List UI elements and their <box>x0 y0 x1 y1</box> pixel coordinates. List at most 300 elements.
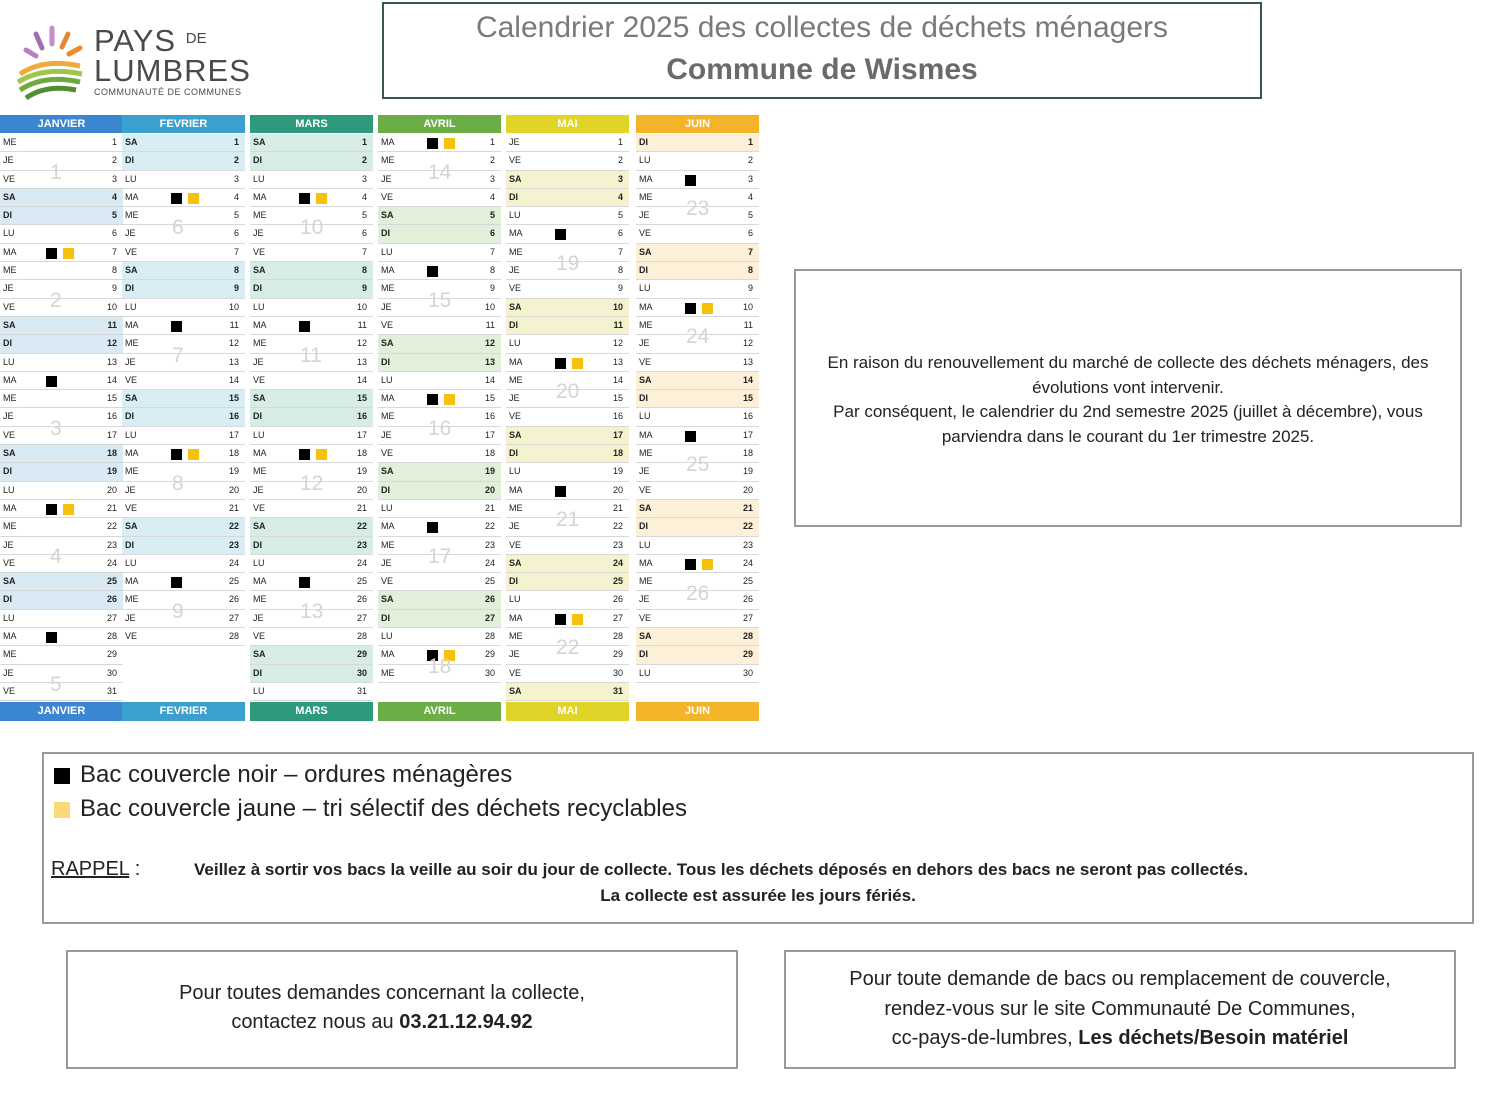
black-bin-swatch <box>54 768 70 784</box>
day-number: 12 <box>612 338 623 349</box>
day-row <box>0 225 123 243</box>
day-number: 23 <box>484 539 495 550</box>
day-number: 15 <box>484 393 495 404</box>
day-number: 20 <box>484 484 495 495</box>
day-name: MA <box>381 521 395 532</box>
day-name: MA <box>3 374 17 385</box>
day-number: 4 <box>233 191 239 202</box>
day-name: SA <box>3 576 16 587</box>
day-row <box>378 463 501 481</box>
day-number: 4 <box>489 191 495 202</box>
day-row <box>636 262 759 280</box>
day-number: 25 <box>106 576 117 587</box>
day-name: DI <box>509 319 518 330</box>
day-name: LU <box>509 594 521 605</box>
yellow-bin-marker <box>444 394 455 405</box>
day-name: LU <box>639 539 651 550</box>
day-name: LU <box>639 155 651 166</box>
day-number: 21 <box>612 502 623 513</box>
day-row <box>250 244 373 262</box>
day-row <box>506 463 629 481</box>
day-number: 5 <box>617 210 623 221</box>
day-name: ME <box>381 667 395 678</box>
day-number: 8 <box>617 265 623 276</box>
day-number: 27 <box>106 612 117 623</box>
day-name: JE <box>125 484 136 495</box>
day-row <box>506 335 629 353</box>
day-row <box>122 372 245 390</box>
day-number: 11 <box>107 319 117 330</box>
day-row <box>506 171 629 189</box>
day-name: JE <box>639 594 650 605</box>
day-name: DI <box>125 411 134 422</box>
day-number: 9 <box>747 283 753 294</box>
day-number: 16 <box>612 411 623 422</box>
day-name: JE <box>381 301 392 312</box>
day-number: 10 <box>612 301 623 312</box>
day-name: DI <box>3 594 12 605</box>
day-name: LU <box>639 667 651 678</box>
day-row <box>378 134 501 152</box>
day-number: 2 <box>747 155 753 166</box>
day-number: 14 <box>484 374 495 385</box>
day-name: ME <box>125 594 139 605</box>
day-number: 27 <box>612 612 623 623</box>
day-row <box>506 408 629 426</box>
day-number: 28 <box>106 631 117 642</box>
day-number: 5 <box>111 210 117 221</box>
day-row <box>122 152 245 170</box>
month-footer: JUIN <box>636 702 759 721</box>
day-name: LU <box>381 246 393 257</box>
day-name: VE <box>125 374 138 385</box>
day-number: 20 <box>356 484 367 495</box>
pays-de-lumbres-logo <box>14 22 274 102</box>
day-name: VE <box>639 356 652 367</box>
bacs-line: Pour toute demande de bacs ou remplacement de couvercle, <box>849 968 1391 990</box>
day-name: VE <box>509 155 522 166</box>
day-row <box>506 152 629 170</box>
day-row <box>122 445 245 463</box>
day-name: JE <box>253 356 264 367</box>
day-number: 9 <box>233 283 239 294</box>
day-row <box>506 134 629 152</box>
day-name: JE <box>639 338 650 349</box>
day-number: 8 <box>233 265 239 276</box>
day-row <box>506 537 629 555</box>
day-number: 21 <box>106 502 117 513</box>
day-number: 17 <box>742 429 753 440</box>
day-number: 3 <box>361 173 367 184</box>
day-name: VE <box>381 448 394 459</box>
week-number: 15 <box>428 288 452 312</box>
black-bin-marker <box>555 358 566 369</box>
day-name: VE <box>253 631 266 642</box>
day-number: 9 <box>489 283 495 294</box>
rappel-label: RAPPEL <box>51 858 130 880</box>
day-name: ME <box>125 338 139 349</box>
black-bin-marker <box>299 577 310 588</box>
day-name: SA <box>509 429 522 440</box>
day-name: SA <box>639 246 652 257</box>
day-number: 19 <box>484 466 495 477</box>
month-column <box>636 115 759 717</box>
legend-box <box>42 752 1474 924</box>
day-name: LU <box>3 612 15 623</box>
day-number: 22 <box>484 521 495 532</box>
day-number: 17 <box>356 429 367 440</box>
day-number: 13 <box>106 356 117 367</box>
day-number: 16 <box>228 411 239 422</box>
day-name: LU <box>253 685 265 696</box>
day-row <box>0 482 123 500</box>
day-name: LU <box>509 210 521 221</box>
day-name: MA <box>125 319 139 330</box>
black-bin-marker <box>555 486 566 497</box>
day-number: 29 <box>106 649 117 660</box>
day-name: JE <box>3 411 14 422</box>
day-number: 30 <box>742 667 753 678</box>
day-name: VE <box>639 612 652 623</box>
day-name: MA <box>639 173 653 184</box>
day-row <box>122 408 245 426</box>
day-row <box>0 646 123 664</box>
day-number: 11 <box>357 319 367 330</box>
bacs-site: cc-pays-de-lumbres, <box>891 1027 1079 1049</box>
day-name: MA <box>509 612 523 623</box>
day-row <box>250 317 373 335</box>
day-name: ME <box>381 539 395 550</box>
day-row <box>378 591 501 609</box>
day-name: LU <box>253 301 265 312</box>
day-number: 22 <box>228 521 239 532</box>
day-row <box>378 225 501 243</box>
day-row <box>122 299 245 317</box>
day-number: 12 <box>228 338 239 349</box>
month-footer: JANVIER <box>0 702 123 721</box>
day-number: 17 <box>484 429 495 440</box>
day-number: 7 <box>617 246 623 257</box>
day-row <box>250 665 373 683</box>
day-row <box>636 372 759 390</box>
week-number: 23 <box>686 197 710 221</box>
day-number: 28 <box>484 631 495 642</box>
day-row <box>250 427 373 445</box>
day-name: DI <box>639 393 648 404</box>
yellow-bin-swatch <box>54 802 70 818</box>
day-name: SA <box>381 210 394 221</box>
day-row <box>0 610 123 628</box>
day-name: MA <box>3 502 17 513</box>
day-number: 1 <box>233 137 239 147</box>
day-number: 18 <box>356 448 367 459</box>
day-row <box>122 189 245 207</box>
week-number: 7 <box>172 343 184 367</box>
day-number: 5 <box>747 210 753 221</box>
day-name: ME <box>3 521 17 532</box>
week-number: 2 <box>50 288 62 312</box>
day-number: 10 <box>228 301 239 312</box>
day-number: 31 <box>356 685 367 696</box>
day-number: 15 <box>228 393 239 404</box>
day-number: 20 <box>742 484 753 495</box>
day-number: 6 <box>617 228 623 239</box>
day-number: 27 <box>356 612 367 623</box>
month-footer: FEVRIER <box>122 702 245 721</box>
day-name: JE <box>3 283 14 294</box>
week-number: 22 <box>556 636 580 660</box>
yellow-bin-marker <box>188 193 199 204</box>
day-name: DI <box>253 155 262 166</box>
day-name: MA <box>381 137 395 147</box>
info-line: En raison du renouvellement du marché de collecte des déchets ménagers, des <box>827 353 1429 372</box>
week-number: 14 <box>428 160 452 184</box>
day-name: DI <box>381 356 390 367</box>
day-number: 18 <box>228 448 239 459</box>
day-name: ME <box>3 649 17 660</box>
day-name: VE <box>253 374 266 385</box>
day-number: 11 <box>613 319 623 330</box>
day-number: 18 <box>742 448 753 459</box>
day-number: 30 <box>484 667 495 678</box>
week-number: 5 <box>50 673 62 696</box>
day-row <box>122 427 245 445</box>
info-line: Par conséquent, le calendrier du 2nd semestre 2025 (juillet à décembre), vous <box>833 402 1423 421</box>
day-row <box>0 317 123 335</box>
week-number: 6 <box>172 215 184 239</box>
day-row <box>250 646 373 664</box>
day-name: ME <box>639 576 653 587</box>
day-number: 12 <box>356 338 367 349</box>
day-name: LU <box>125 301 137 312</box>
day-number: 28 <box>356 631 367 642</box>
day-number: 15 <box>356 393 367 404</box>
day-name: DI <box>639 649 648 660</box>
day-row <box>122 171 245 189</box>
day-row <box>0 372 123 390</box>
day-number: 26 <box>742 594 753 605</box>
day-row <box>250 299 373 317</box>
day-number: 1 <box>361 137 367 147</box>
month-footer: AVRIL <box>378 702 501 721</box>
day-name: JE <box>381 173 392 184</box>
day-number: 3 <box>489 173 495 184</box>
day-name: DI <box>381 484 390 495</box>
day-row <box>506 280 629 298</box>
day-row <box>0 573 123 591</box>
day-row <box>0 134 123 152</box>
day-number: 5 <box>233 210 239 221</box>
bacs-line: rendez-vous sur le site Communauté De Communes, <box>884 997 1356 1020</box>
day-name: DI <box>125 283 134 294</box>
day-row <box>636 134 759 152</box>
day-name: MA <box>509 484 523 495</box>
black-bin-marker <box>299 193 310 204</box>
day-name: ME <box>3 265 17 276</box>
day-name: DI <box>639 521 648 532</box>
day-row <box>0 518 123 536</box>
day-row <box>250 262 373 280</box>
day-number: 19 <box>742 466 753 477</box>
day-name: DI <box>3 466 12 477</box>
day-row <box>0 445 123 463</box>
day-row <box>636 646 759 664</box>
day-name: LU <box>381 631 393 642</box>
day-name: VE <box>125 246 138 257</box>
month-column <box>250 115 373 717</box>
day-row <box>506 610 629 628</box>
day-number: 14 <box>356 374 367 385</box>
bin-request-box <box>784 950 1456 1069</box>
day-name: DI <box>509 191 518 202</box>
rappel-text: Veillez à sortir vos bacs la veille au soir du jour de collecte. Tous les déchets déposés en dehors des bacs ne seront pas collectés. <box>194 860 1249 879</box>
yellow-bin-marker <box>702 559 713 570</box>
day-number: 6 <box>111 228 117 239</box>
day-row <box>506 573 629 591</box>
day-row <box>250 500 373 518</box>
day-row <box>636 152 759 170</box>
day-row <box>250 134 373 152</box>
day-name: SA <box>639 374 652 385</box>
day-number: 19 <box>356 466 367 477</box>
month-header: AVRIL <box>378 115 501 133</box>
day-name: JE <box>125 356 136 367</box>
black-bin-marker <box>46 376 57 387</box>
day-number: 24 <box>228 557 239 568</box>
day-name: MA <box>381 393 395 404</box>
day-row <box>506 665 629 683</box>
day-row <box>250 518 373 536</box>
black-bin-marker <box>171 193 182 204</box>
day-name: LU <box>125 557 137 568</box>
day-name: ME <box>253 594 267 605</box>
day-name: LU <box>253 173 265 184</box>
day-name: ME <box>509 631 523 642</box>
day-number: 6 <box>361 228 367 239</box>
day-number: 14 <box>106 374 117 385</box>
day-number: 4 <box>747 191 753 202</box>
day-row <box>506 317 629 335</box>
day-row <box>378 372 501 390</box>
day-row <box>250 390 373 408</box>
day-number: 20 <box>612 484 623 495</box>
day-row <box>250 537 373 555</box>
day-number: 17 <box>612 429 623 440</box>
week-number: 4 <box>50 544 62 568</box>
week-number: 16 <box>428 416 452 440</box>
day-number: 7 <box>747 246 753 257</box>
day-row <box>636 408 759 426</box>
day-name: JE <box>3 539 14 550</box>
day-number: 16 <box>356 411 367 422</box>
day-name: MA <box>3 631 17 642</box>
info-line: parviendra dans le courant du 1er trimestre 2025. <box>941 426 1315 446</box>
contact-phone: 03.21.12.94.92 <box>399 1011 533 1033</box>
day-number: 19 <box>106 466 117 477</box>
day-name: MA <box>253 319 267 330</box>
day-name: VE <box>509 539 522 550</box>
day-number: 24 <box>356 557 367 568</box>
day-name: MA <box>125 448 139 459</box>
day-number: 1 <box>617 137 623 147</box>
day-number: 18 <box>612 448 623 459</box>
week-number: 1 <box>50 160 62 184</box>
day-number: 1 <box>489 137 495 147</box>
day-name: MA <box>3 246 17 257</box>
day-number: 27 <box>742 612 753 623</box>
day-row <box>0 244 123 262</box>
day-name: DI <box>253 283 262 294</box>
day-name: SA <box>3 319 16 330</box>
day-number: 19 <box>228 466 239 477</box>
day-name: VE <box>3 173 16 184</box>
black-bin-marker <box>299 449 310 460</box>
day-row <box>506 482 629 500</box>
day-row <box>250 683 373 701</box>
day-row <box>0 591 123 609</box>
day-name: MA <box>253 576 267 587</box>
day-name: ME <box>253 466 267 477</box>
day-number: 31 <box>106 685 117 696</box>
day-row <box>636 171 759 189</box>
day-row <box>0 354 123 372</box>
logo-lumbres: LUMBRES <box>94 53 251 88</box>
day-row <box>0 207 123 225</box>
day-row <box>122 573 245 591</box>
day-row <box>378 445 501 463</box>
day-name: ME <box>509 502 523 513</box>
day-name: DI <box>3 210 12 221</box>
day-number: 15 <box>612 393 623 404</box>
day-number: 22 <box>742 521 753 532</box>
day-number: 29 <box>742 649 753 660</box>
day-name: SA <box>381 594 394 605</box>
day-number: 27 <box>228 612 239 623</box>
month-header: FEVRIER <box>122 115 245 133</box>
day-row <box>250 152 373 170</box>
day-name: MA <box>509 228 523 239</box>
month-header: JUIN <box>636 115 759 133</box>
day-row <box>506 427 629 445</box>
day-name: MA <box>509 356 523 367</box>
day-row <box>636 244 759 262</box>
day-number: 22 <box>106 521 117 532</box>
day-row <box>250 171 373 189</box>
day-number: 22 <box>356 521 367 532</box>
day-name: LU <box>253 557 265 568</box>
week-number: 17 <box>428 544 452 568</box>
day-name: VE <box>3 429 16 440</box>
day-name: VE <box>639 484 652 495</box>
black-bin-marker <box>685 303 696 314</box>
month-footer: MARS <box>250 702 373 721</box>
day-row <box>378 244 501 262</box>
black-bin-marker <box>427 394 438 405</box>
day-name: JE <box>509 137 520 147</box>
day-number: 16 <box>742 411 753 422</box>
day-number: 26 <box>356 594 367 605</box>
legend-yellow-label: Bac couvercle jaune – tri sélectif des déchets recyclables <box>80 795 687 822</box>
day-number: 8 <box>489 265 495 276</box>
day-number: 23 <box>356 539 367 550</box>
day-number: 28 <box>612 631 623 642</box>
yellow-bin-marker <box>572 614 583 625</box>
day-name: VE <box>509 667 522 678</box>
day-name: MA <box>125 576 139 587</box>
day-number: 3 <box>233 173 239 184</box>
day-row <box>378 628 501 646</box>
day-name: LU <box>3 484 15 495</box>
